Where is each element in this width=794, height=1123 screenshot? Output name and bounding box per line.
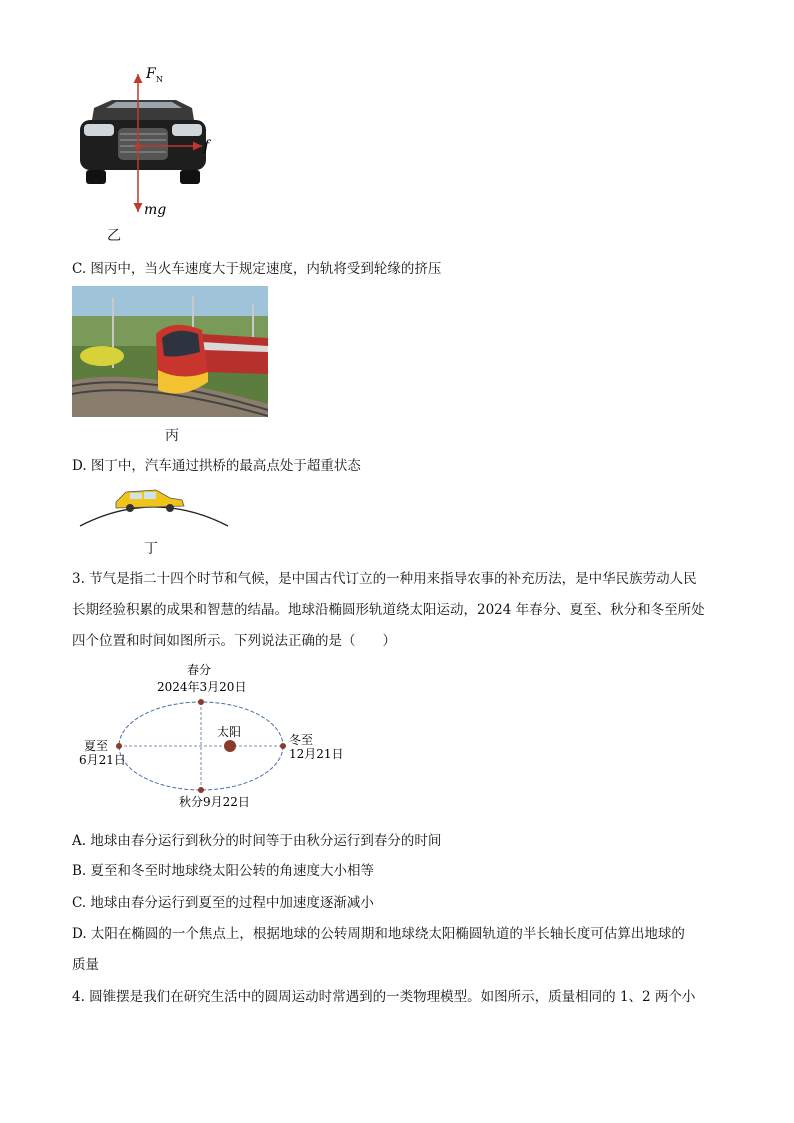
- q3-stem-line1: 3. 节气是指二十四个时节和气候，是中国古代订立的一种用来指导农事的补充历法，是中华民族劳动人民: [72, 571, 697, 587]
- earth-spring-icon: [198, 699, 204, 705]
- figure-ding-caption: 丁: [144, 541, 158, 557]
- q3-option-a: A. 地球由春分运行到秋分的时间等于由秋分运行到春分的时间: [72, 833, 442, 849]
- figure-yi-caption: 乙: [107, 228, 121, 244]
- q3-option-d-line1: D. 太阳在椭圆的一个焦点上，根据地球的公转周期和地球绕太阳椭圆轨道的半长轴长度可估算出地球的: [72, 926, 685, 942]
- spring-date: 2024年3月20日: [157, 680, 247, 694]
- figure-bing-caption: 丙: [165, 428, 179, 444]
- sun-label: 太阳: [217, 725, 242, 739]
- q3-stem-line2: 长期经验积累的成果和智慧的结晶。地球沿椭圆形轨道绕太阳运动，2024 年春分、夏至、秋分和冬至所处: [72, 602, 705, 618]
- arch-bridge-figure: [78, 478, 230, 530]
- summer-label: 夏至: [84, 739, 109, 753]
- q4-stem-line1: 4. 圆锥摆是我们在研究生活中的圆周运动时常遇到的一类物理模型。如图所示，质量相同的 1、2 两个小: [72, 989, 696, 1005]
- earth-winter-icon: [280, 743, 286, 749]
- q3-option-b: B. 夏至和冬至时地球绕太阳公转的角速度大小相等: [72, 863, 375, 879]
- car-force-figure: [72, 60, 232, 222]
- q3-option-d-line2: 质量: [72, 957, 99, 973]
- train-photo: [72, 286, 268, 417]
- winter-label: 冬至: [289, 733, 314, 747]
- earth-summer-icon: [116, 743, 122, 749]
- option-2c: C. 图丙中，当火车速度大于规定速度，内轨将受到轮缘的挤压: [72, 261, 442, 277]
- q3-stem-line3: 四个位置和时间如图所示。下列说法正确的是（ ）: [72, 633, 396, 649]
- autumn-label: 秋分9月22日: [179, 795, 250, 809]
- option-2d: D. 图丁中，汽车通过拱桥的最高点处于超重状态: [72, 458, 361, 474]
- label-mg: mg: [144, 202, 167, 218]
- label-fn-sub: N: [156, 75, 163, 84]
- q3-option-c: C. 地球由春分运行到夏至的过程中加速度逐渐减小: [72, 895, 374, 911]
- car-image: [80, 100, 206, 184]
- label-f: f: [204, 138, 210, 154]
- earth-orbit-diagram: [74, 660, 354, 812]
- spring-label: 春分: [187, 663, 212, 677]
- car-icon: [116, 490, 184, 512]
- earth-autumn-icon: [198, 787, 204, 793]
- summer-date: 6月21日: [79, 753, 126, 767]
- winter-date: 12月21日: [289, 747, 344, 761]
- sun-icon: [224, 740, 236, 752]
- label-fn: F: [146, 66, 156, 82]
